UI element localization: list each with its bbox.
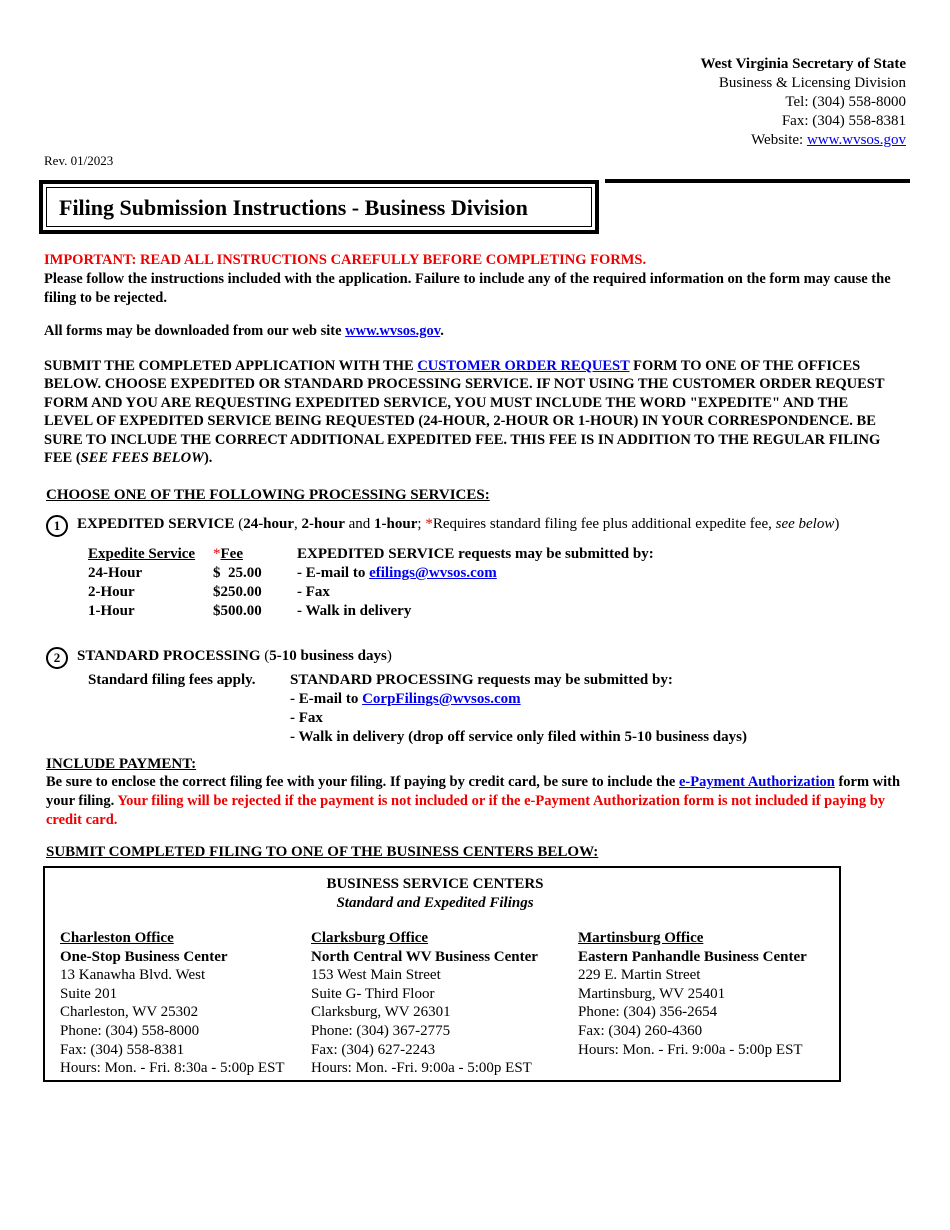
agency-website [700, 131, 906, 150]
agency-division: Business & Licensing Division [718, 75, 906, 91]
fee-24: $ 25.00 [213, 565, 262, 581]
download-note: All forms may be downloaded from our web site www.wvsos.gov. [44, 323, 444, 339]
fee-1: $500.00 [213, 603, 262, 619]
standard-fees-apply: Standard filing fees apply. [88, 672, 256, 688]
customer-order-request-link[interactable]: CUSTOMER ORDER REQUEST [417, 358, 630, 374]
submit-instructions: SUBMIT THE COMPLETED APPLICATION WITH THE CUSTOMER ORDER REQUEST FORM TO ONE OF THE OFFICES BELOW. CHOOSE EXPEDITED OR STANDARD PROCESSING SERVICE. IF NOT USING THE CUSTOMER ORDER REQUEST FORM AND YOU ARE REQUESTING EXPEDITED SERVICE, YOU MUST INCLUDE THE WORD "EXPEDITE" AND THE LEVEL OF EXPEDITED SERVICE BEING REQUESTED (24-HOUR, 2-HOUR OR 1-HOUR) IN YOUR CORRESPONDENCE. BE SURE TO INCLUDE THE CORRECT ADDITIONAL EXPEDITED FEE. THIS FEE IS IN ADDITION TO THE REGULAR FILING FEE (SEE FEES BELOW). [44, 358, 885, 467]
expedited-heading: EXPEDITED SERVICE (24-hour, 2-hour and 1-hour; *Requires standard filing fee plus additional expedite fee, see below) [77, 516, 840, 532]
office-name: Clarksburg Office [311, 930, 429, 946]
efilings-email-link[interactable]: efilings@wvsos.com [369, 565, 497, 581]
fee-header: *Fee [213, 546, 243, 562]
corpfilings-email-link[interactable]: CorpFilings@wvsos.com [362, 691, 521, 707]
expedite-fee-column [213, 545, 262, 621]
expedite-row-24: 24-Hour [88, 565, 143, 581]
payment-text: Be sure to enclose the correct filing fee with your filing. If paying by credit card, be sure to include the e-Payment Authorization form with your filing. Your filing will be rejected if the payment is not included or if the e-Payment Authorization form is not included if paying by credit card. [46, 774, 901, 828]
expedited-submission-methods: EXPEDITED SERVICE requests may be submitted by: - E-mail to efilings@wvsos.com - Fax - Walk in delivery [297, 546, 654, 619]
header-rule [605, 179, 910, 183]
choose-heading: CHOOSE ONE OF THE FOLLOWING PROCESSING SERVICES: [46, 487, 490, 503]
e-payment-authorization-link[interactable]: e-Payment Authorization [678, 774, 835, 790]
important-notice: IMPORTANT: READ ALL INSTRUCTIONS CAREFULLY BEFORE COMPLETING FORMS. [44, 252, 647, 268]
office-center: One-Stop Business Center [60, 948, 228, 965]
agency-fax: Fax: (304) 558-8381 [781, 113, 906, 129]
website-link[interactable]: www.wvsos.gov [806, 132, 906, 148]
centers-subtitle: Standard and Expedited Filings [336, 895, 534, 911]
fee-2: $250.00 [213, 584, 262, 600]
office-charleston: Charleston Office One-Stop Business Center 13 Kanawha Blvd. West Suite 201 Charleston, WV 25302 Phone: (304) 558-8000 Fax: (304) 558-8381 Hours: Mon. - Fri. 8:30a - 5:00p EST [60, 930, 285, 1077]
centers-title: BUSINESS SERVICE CENTERS [326, 876, 544, 892]
step-1-badge: 1 [46, 515, 68, 537]
download-link[interactable]: www.wvsos.gov [345, 323, 441, 339]
agency-name: West Virginia Secretary of State [700, 56, 906, 72]
standard-submission-methods: STANDARD PROCESSING requests may be submitted by: - E-mail to CorpFilings@wvsos.com - Fax - Walk in delivery (drop off service only filed within 5-10 business days) [290, 672, 747, 745]
agency-tel: Tel: (304) 558-8000 [785, 94, 906, 110]
office-center: Eastern Panhandle Business Center [578, 948, 807, 965]
expedite-row-2: 2-Hour [88, 584, 135, 600]
centers-heading: SUBMIT COMPLETED FILING TO ONE OF THE BUSINESS CENTERS BELOW: [46, 844, 599, 860]
standard-heading: STANDARD PROCESSING (5-10 business days) [77, 648, 392, 664]
office-martinsburg: Martinsburg Office Eastern Panhandle Business Center 229 E. Martin Street Martinsburg, WV 25401 Phone: (304) 356-2654 Fax: (304) 260-4360 Hours: Mon. - Fri. 9:00a - 5:00p EST [578, 930, 807, 1058]
expedite-service-column [88, 545, 195, 621]
intro-text: Please follow the instructions included with the application. Failure to include any of the required information on the form may cause the filing to be rejected. [44, 271, 891, 306]
payment-heading: INCLUDE PAYMENT: [46, 756, 197, 772]
office-name: Charleston Office [60, 930, 174, 946]
page-title: Filing Submission Instructions - Business Division [59, 195, 528, 220]
expedite-service-header: Expedite Service [88, 546, 196, 562]
office-clarksburg: Clarksburg Office North Central WV Business Center 153 West Main Street Suite G- Third Floor Clarksburg, WV 26301 Phone: (304) 367-2775 Fax: (304) 627-2243 Hours: Mon. -Fri. 9:00a - 5:00p EST [311, 930, 538, 1077]
revision-date: Rev. 01/2023 [44, 153, 114, 168]
step-2-badge: 2 [46, 647, 68, 669]
office-name: Martinsburg Office [578, 930, 704, 946]
expedite-row-1: 1-Hour [88, 603, 135, 619]
agency-header [700, 55, 906, 150]
website-label: Website: [751, 132, 807, 148]
office-center: North Central WV Business Center [311, 948, 538, 965]
